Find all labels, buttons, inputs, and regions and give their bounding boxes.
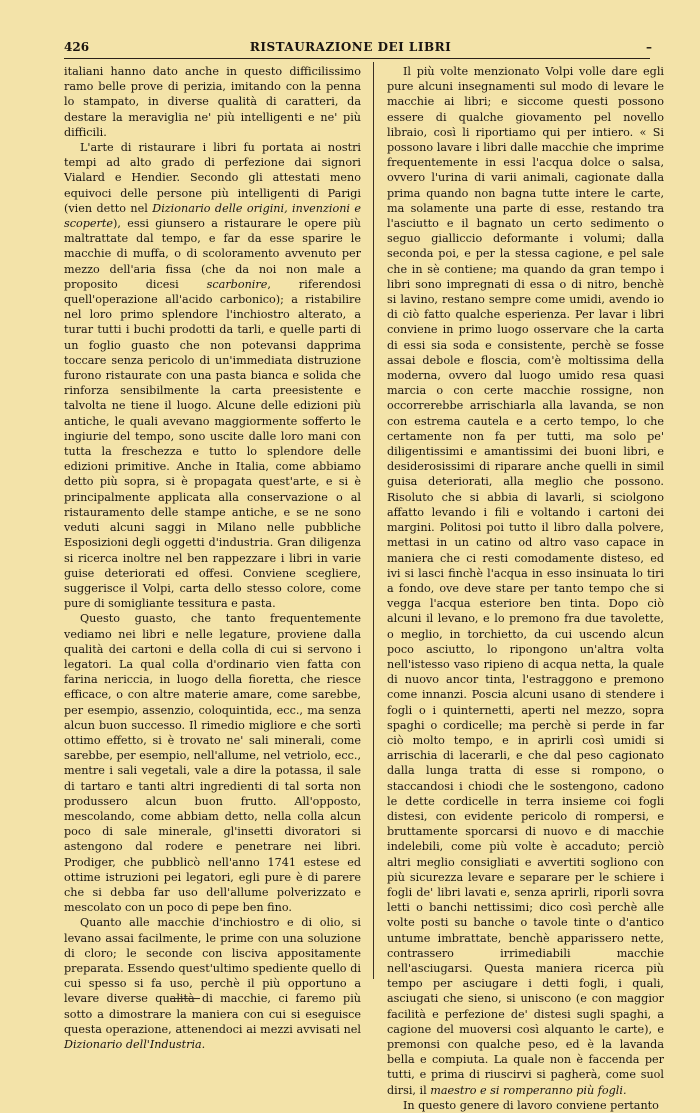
italic-phrase: maestro e si romperanno più fogli. xyxy=(430,1083,627,1097)
paragraph xyxy=(387,64,664,1098)
page-number: 426 xyxy=(64,40,90,54)
paragraph-text: L'arte di ristaurare i libri fu portata ai nostri tempi ad alto grado di perfezione dai signori Vialard e Hendier. Secondo gli attestati meno equivoci delle persone più intelligenti di Parigi (vien detto nel xyxy=(64,141,361,215)
paragraph-text: , riferendosi quell'operazione all'acido carbonico); a ristabilire nel loro primo splendore l'inchiostro alterato, a turar tutti i buchi prodotti da tarli, e quelle parti di un foglio guasto che non potevansi dapprima toccare senza pericolo di un'immediata distruzione furono ristaurate con una pasta bianca e solida che rinforza sensibilmente la carta preesistente e talvolta ne tiene il luogo. Alcune delle edizioni più antiche, le quali avevano maggiormente sofferto le ingiurie del tempo, sono uscite dalle loro mani con tutta la freschezza e tutto lo splendore delle edizioni primitive. Anche in Italia, come abbiamo detto più sopra, si è propagata quest'arte, e si è principalmente applicata alla conservazione o al ristauramento delle stampe antiche, e se ne sono veduti alcuni saggi in Milano nelle pubbliche Esposizioni degli oggetti d'industria. Gran diligenza si ricerca inoltre nel ben rappezzare i libri in varie guise deteriorati ed offesi. Conviene scegliere, suggerisce il Volpi, carta dello stesso colore, come pure di somigliante tessitura e pasta. xyxy=(64,277,361,611)
header-rule xyxy=(64,58,650,59)
left-column xyxy=(64,64,362,1051)
footer-rule xyxy=(170,998,200,999)
paragraph-text: italiani hanno dato anche in questo difficilissimo ramo belle prove di perizia, imitando con la penna lo stampato, in diverse qualità di caratteri, da destare la meraviglia ne' più intelligenti e ne' più difficili. xyxy=(64,65,361,139)
paragraph xyxy=(64,611,361,915)
header-mark: – xyxy=(645,40,652,54)
paragraph xyxy=(64,140,361,611)
paragraph xyxy=(64,915,361,1052)
page-header xyxy=(64,36,652,58)
running-title: RISTAURAZIONE DEI LIBRI xyxy=(249,40,452,54)
column-divider xyxy=(373,62,374,979)
paragraph-text: ), essi giunsero a ristaurare le opere più maltrattate dal tempo, e far da esse sparire le macchie di muffa, o di scoloramento avvenuto per mezzo dell'aria fissa (che da noi non male a proposito dicesi xyxy=(64,217,361,291)
right-column xyxy=(387,64,664,1112)
paragraph xyxy=(387,1098,664,1113)
italic-title: scarbonire xyxy=(206,277,268,291)
paragraph-text: In questo genere di lavoro conviene pertanto xyxy=(403,1098,659,1112)
paragraph-text: Questo guasto, che tanto frequentemente vediamo nei libri e nelle legature, proviene dalla qualità dei cartoni e della colla di cui si servono i legatori. La qual colla d'ordinario vien fatta con farina nericcia, in luogo della fioretta, che riesce efficace, o con altre materie amare, come sarebbe, per esempio, assenzio, coloquintida, ecc., ma senza alcun buon successo. Il rimedio migliore e che sortì ottimo effetto, si è trovato ne' sali minerali, come sarebbe, per esempio, nell'allume, nel vetriolo, ecc., mentre i sali vegetali, vale a dire la potassa, il sale di tartaro e tanti altri ingredienti di tal sorta non produssero alcun buon frutto. All'opposto, mescolando, come abbiam detto, nella colla alcun poco di sale minerale, gl'insetti divoratori si astengono dal rodere e penetrare nei libri. Prodiger, che pubblicò nell'anno 1741 estese ed ottime istruzioni pei legatori, egli pure è di parere che si debba far uso dell'allume polverizzato e mescolato con un poco di pepe ben fino. xyxy=(64,612,361,915)
paragraph-text: Il più volte menzionato Volpi volle dare egli pure alcuni insegnamenti sul modo di levare le macchie ai libri; e siccome questi possono essere di qualche giovamento pel novello libraio, così li riportiamo qui per intiero. « Si possono lavare i libri dalle macchie che imprime frequentemente in essi l'acqua dolce o salsa, ovvero l'urina di varii animali, cagionate dalla prima quando non bagna tutte intere le carte, ma solamente una parte di esse, restando tra l'asciutto e il bagnato un certo sedimento o seguo gialliccio deformante i volumi; dalla seconda poi, e per la stessa cagione, e pel sale che in sè contiene; ma quando da gran tempo i libri sono impregnati di essa o di nitro, benchè si lavino, restano sempre come umidi, avendo io di ciò fatto qualche esperienza. Per lavar i libri conviene in primo luogo osservare che la carta di essi sia soda e consistente, perchè se fosse assai debole e floscia, com'è moltissima della moderna, ovvero dal luogo umido resa quasi marcia o con certe macchie rossigne, non occorrerebbe arrischiarla alla lavanda, se non con estrema cautela e a certo tempo, lo che certamente non fa per tutti, ma solo pe' diligentissimi e amantissimi dei buoni libri, e desiderosissimi di riparare anche quelli in simil guisa deteriorati, alla meglio che possono. Risoluto che si abbia di lavarli, si sciolgono affatto levando i fili e voltando i cartoni dei margini. Politosi poi tutto il libro dalla polvere, mettasi in un catino od altro vaso capace in maniera che ci resti comodamente disteso, ed ivi si lasci finchè l'acqua in esso insinuata lo tiri a fondo, ove deve stare per tanto tempo che si vegga l'acqua esteriore ben tinta. Dopo ciò alcuni il levano, e lo premono fra due tavolette, o meglio, in torchietto, da cui uscendo alcun poco asciutto, lo ripongono un'altra volta nell'istesso vaso ripieno di acqua netta, la quale di nuovo ancor tinta, l'estraggono e premono come innanzi. Poscia alcuni usano di stendere i fogli o i quinternetti, aperti nel mezzo, sopra spaghi o cordicelle; ma perchè si perde in far ciò molto tempo, e in aprirli così umidi si arrischia di lacerarli, e che dal peso cagionato dalla lunga tratta di esse si rompono, o staccandosi i chiodi che le sostengono, cadono le dette cordicelle in terra insieme coi fogli distesi, con evidente pericolo di rompersi, e bruttamente sporcarsi di nuovo e di macchie indelebili, come più volte è accaduto; perciò altri meglio consigliati e avvertiti sogliono con più sicurezza levare e separare per le schiere i fogli de' libri lavati e, senza aprirli, riporli sovra letti o banchi nettissimi; dico così perchè alle volte posti su banche o tavole tinte o d'antico untume imbrattate, benchè apparissero nette, contrassero irrimediabili macchie nell'asciugarsi. Questa maniera ricerca più tempo per asciugare i detti fogli, i quali, asciugati che sieno, si uniscono (e con maggior facilità e perfezione de' distesi sugli spaghi, a cagione del muoversi così alquanto le carte), e premonsi con qualche peso, ed è la lavanda bella e compiuta. La quale non è faccenda per tutti, e prima di riuscirvi si pagherà, come suol dirsi, il xyxy=(387,65,664,1097)
italic-title: Dizionario dell'Industria. xyxy=(64,1038,206,1051)
paragraph-text: Quanto alle macchie d'inchiostro e di olio, si levano assai facilmente, le prime con una soluzione di cloro; le seconde con lisciva appositamente preparata. Essendo quest'ultimo spediente quello di cui spesso si fa uso, perchè il più opportuno a levare diverse qualità di macchie, ci faremo più sotto a dimostrare la maniera con cui si eseguisce questa operazione, attenendoci ai mezzi avvisati nel xyxy=(64,916,361,1036)
italic-title: Dizionario delle origini, invenzioni e scoperte xyxy=(64,201,362,231)
paragraph xyxy=(64,64,361,140)
